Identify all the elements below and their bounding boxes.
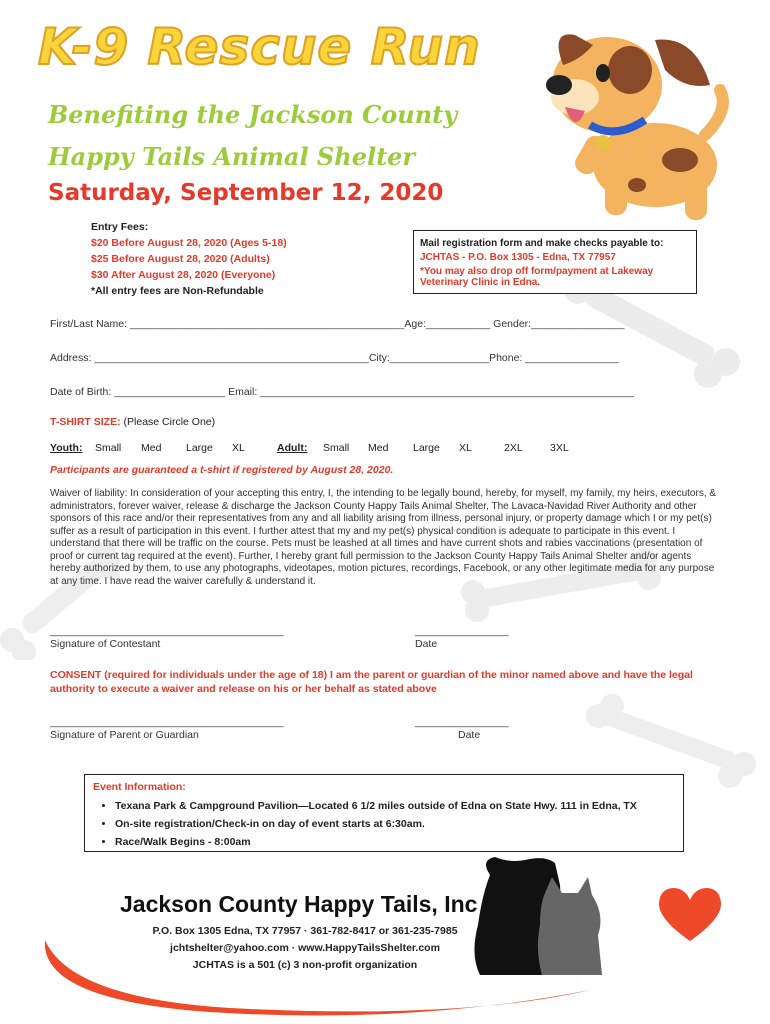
parent-date-line[interactable]: ________________ (415, 716, 509, 728)
contestant-date-line[interactable]: ________________ (415, 625, 509, 637)
mail-note: Veterinary Clinic in Edna. (420, 277, 541, 288)
address-city-phone-field[interactable]: Address: _______________________________________________City:_________________Phone: ________________ (50, 352, 619, 364)
youth-label: Youth: (50, 442, 83, 454)
subtitle-line-2: Happy Tails Animal Shelter (48, 142, 416, 171)
mail-note: *You may also drop off form/payment at Lakeway (420, 266, 654, 277)
event-info-heading: Event Information: (93, 781, 186, 793)
mail-line: Mail registration form and make checks payable to: (420, 238, 664, 249)
size-option[interactable]: Large (186, 442, 213, 454)
entry-fees-heading: Entry Fees: (91, 221, 149, 233)
event-date: Saturday, September 12, 2020 (48, 180, 444, 206)
contestant-signature-line[interactable]: ________________________________________ (50, 625, 284, 637)
fee-line: $30 After August 28, 2020 (Everyone) (91, 269, 276, 281)
parent-date-label: Date (458, 729, 481, 741)
mail-address: JCHTAS - P.O. Box 1305 - Edna, TX 77957 (420, 252, 616, 263)
tshirt-guarantee-note: Participants are guaranteed a t-shirt if registered by August 28, 2020. (50, 464, 394, 476)
size-option[interactable]: XL (459, 442, 472, 454)
subtitle-line-1: Benefiting the Jackson County (48, 100, 458, 129)
size-option[interactable]: Large (413, 442, 440, 454)
event-information-box (84, 774, 684, 852)
size-option[interactable]: 3XL (550, 442, 569, 454)
parent-signature-label: Signature of Parent or Guardian (50, 729, 199, 741)
fee-line: $25 Before August 28, 2020 (Adults) (91, 253, 270, 265)
size-option[interactable]: Small (95, 442, 122, 454)
parent-signature-line[interactable]: ________________________________________ (50, 716, 284, 728)
fees-note: *All entry fees are Non-Refundable (91, 285, 264, 297)
contestant-signature-label: Signature of Contestant (50, 638, 161, 650)
tshirt-instruction: (Please Circle One) (123, 416, 216, 428)
event-info-list (93, 797, 675, 851)
contestant-date-label: Date (415, 638, 438, 650)
entry-fees (91, 219, 287, 299)
size-option[interactable]: Med (141, 442, 162, 454)
parental-consent-text: CONSENT (required for individuals under the age of 18) I am the parent or guardian of the minor named above and have the legal authority to execute a waiver and release on his or her behalf as stated above (50, 669, 693, 695)
event-title: K-9 Rescue Run (38, 18, 481, 76)
tshirt-size-label (50, 416, 215, 428)
heart-icon (655, 885, 725, 945)
puppy-illustration-icon (535, 15, 735, 230)
adult-label: Adult: (277, 442, 308, 454)
tshirt-label: T-SHIRT SIZE: (50, 416, 121, 428)
tshirt-size-options (50, 442, 650, 456)
event-info-item: • Texana Park & Campground Pavilion—Located 6 1/2 miles outside of Edna on State Hwy. 111 in Edna, TX (115, 797, 675, 815)
nonprofit-note: JCHTAS is a 501 (c) 3 non-profit organization (192, 959, 418, 971)
size-option[interactable]: Med (368, 442, 389, 454)
waiver-of-liability: Waiver of liability: In consideration of your accepting this entry, I, the intending to be legally bound, hereby, for myself, my family, my heirs, executors, & administrators, forever waiver, release & discharge the Jackson County Happy Tails Animal Shelter, The Lavaca-Navidad River Authority and other sponsors of this race and/or their representatives from any and all liability arising from illness, personal injury, or property damage which I or my pet(s) suffer as a result of participation in this event. I further attest that my and my pet(s) physical condition is adequate to participate in this event. I understand that there will be traffic on the course. Pets must be leashed at all times and have current shots and rabies vaccinations (presentation of proof or current tag required at the event). Further, I hereby grant full permission to the Jackson County Happy Tails Animal Shelter and/or agents hereby authorized by them, to use any photographs, videotapes, motion pictures, recordings, Facebook, or any other legitimate media for any purpose at any time. I have read the waiver carefully & understand it. (50, 488, 717, 587)
fee-line: $20 Before August 28, 2020 (Ages 5-18) (91, 237, 287, 249)
dob-email-field[interactable]: Date of Birth: ___________________ Email: ________________________________________________________________ (50, 386, 634, 398)
size-option[interactable]: XL (232, 442, 245, 454)
event-info-item: • Race/Walk Begins - 8:00am (115, 833, 675, 851)
size-option[interactable]: Small (323, 442, 350, 454)
contact-web: jchtshelter@yahoo.com · www.HappyTailsShelter.com (170, 942, 440, 954)
contact-address: P.O. Box 1305 Edna, TX 77957 · 361-782-8417 or 361-235-7985 (152, 925, 458, 937)
name-age-gender-field[interactable]: First/Last Name: _______________________________________________Age:___________ Gender:________________ (50, 318, 625, 330)
mail-registration-box (413, 230, 697, 294)
size-option[interactable]: 2XL (504, 442, 523, 454)
organization-name: Jackson County Happy Tails, Inc (120, 891, 478, 917)
event-info-item: • On-site registration/Check-in on day of event starts at 6:30am. (115, 815, 675, 833)
